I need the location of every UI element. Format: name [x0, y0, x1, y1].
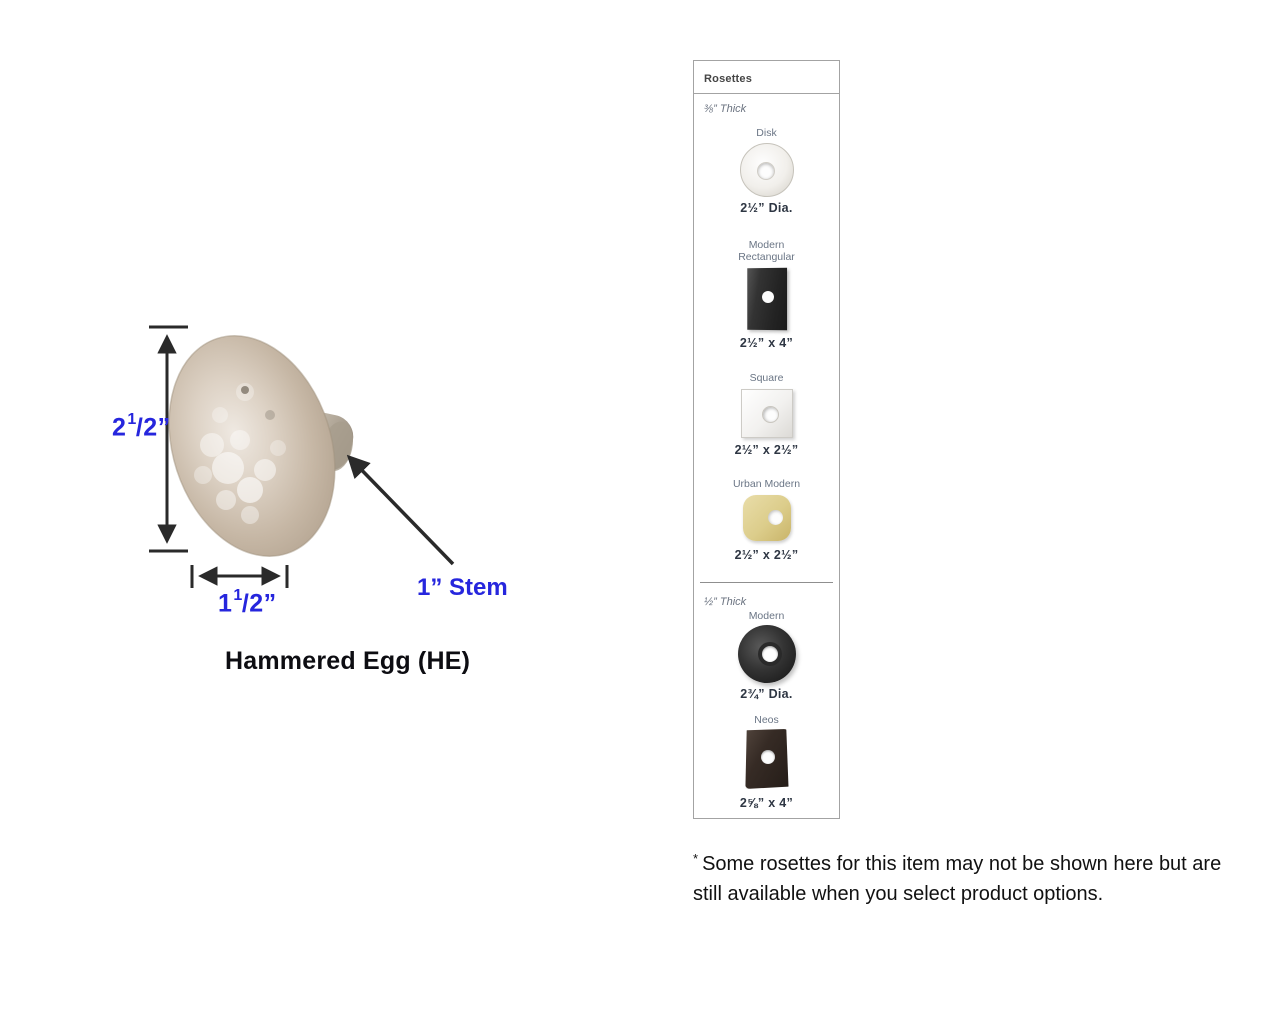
rosette-hole: [768, 510, 783, 525]
footnote-asterisk: *: [693, 851, 699, 866]
rosette-item-urban-modern: [694, 478, 839, 562]
rosette-item-square: [694, 372, 839, 457]
figure-caption: Hammered Egg (HE): [225, 647, 471, 675]
square-rosette-image: [741, 389, 793, 438]
rosette-item-modern: [694, 610, 839, 701]
urban-modern-rosette-image: [743, 495, 791, 541]
disk-rosette-image: [740, 143, 794, 197]
rosette-item-disk: [694, 127, 839, 215]
modern-round-rosette-image: [738, 625, 796, 683]
stem-pointer-arrow: [350, 458, 453, 564]
rosette-size: 2¾” Dia.: [740, 687, 793, 701]
section-divider: [700, 582, 833, 583]
rosettes-footnote: [693, 844, 1241, 909]
rosette-size: 2½” x 4”: [739, 336, 794, 350]
rosette-name: Disk: [756, 127, 777, 139]
rosette-hole: [761, 750, 775, 764]
rosettes-panel: [693, 60, 840, 819]
width-dimension-line: [192, 565, 287, 588]
rosette-item-neos: [694, 714, 839, 810]
rosette-hole: [757, 162, 775, 180]
rosettes-panel-header: [694, 61, 839, 94]
height-dimension-label: $2^1/2$”: [112, 411, 171, 442]
rosette-name: Modern: [748, 610, 785, 622]
thickness-label-one-half: ½” Thick: [704, 596, 747, 608]
rosette-size: 2½” Dia.: [740, 201, 793, 215]
rosette-hole: [762, 646, 778, 662]
thickness-label-three-eighths: ⅜” Thick: [704, 103, 747, 115]
rosette-size: 2½” x 2½”: [734, 548, 799, 562]
modern-rectangular-rosette-image: [747, 268, 787, 331]
rosette-hole: [762, 291, 774, 303]
rosette-name: Square: [749, 372, 784, 384]
footnote-text: Some rosettes for this item may not be shown here but are still available when you select product options.: [693, 853, 1222, 905]
rosette-item-modern-rectangular: [694, 239, 839, 350]
rosette-size: 2½” x 2½”: [734, 443, 799, 457]
knob-body: [142, 314, 362, 578]
neos-rosette-image: [745, 729, 789, 789]
rosette-hole: [762, 406, 779, 423]
rosette-name: Urban Modern: [732, 478, 801, 490]
width-dimension-label: $1^1/2$”: [218, 587, 277, 618]
rosettes-panel-title: Rosettes: [704, 73, 753, 85]
stem-label: 1” Stem: [417, 574, 508, 601]
rosette-size: 2⅝” x 4”: [739, 796, 794, 810]
rosette-name: Neos: [754, 714, 779, 726]
rosette-name: Modern Rectangular: [738, 239, 795, 263]
